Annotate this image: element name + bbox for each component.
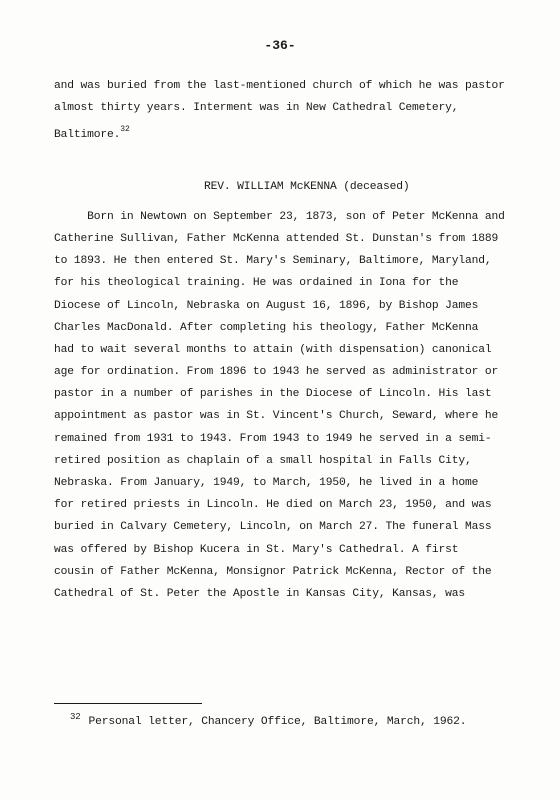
- text-line: Nebraska. From January, 1949, to March, 1950, he lived in a home: [54, 477, 479, 489]
- page-number: -36-: [264, 38, 296, 53]
- text-line: [54, 119, 524, 141]
- text-line: cousin of Father McKenna, Monsignor Patrick McKenna, Rector of the: [54, 565, 492, 578]
- text-line: retired position as chaplain of a small hospital in Falls City,: [54, 454, 472, 467]
- text-line: and was buried from the last-mentioned church of which he was pastor: [54, 80, 505, 92]
- text-line: Diocese of Lincoln, Nebraska on August 16, 1896, by Bishop James: [54, 299, 479, 312]
- text-line: remained from 1931 to 1943. From 1943 to 1949 he served in a semi-: [54, 432, 492, 445]
- text-line: for retired priests in Lincoln. He died on March 23, 1950, and was: [54, 499, 492, 512]
- text-line: to 1893. He then entered St. Mary's Seminary, Baltimore, Maryland,: [54, 255, 492, 268]
- text-fragment: Baltimore.: [54, 129, 121, 142]
- footnote: [70, 712, 466, 728]
- text-line: for his theological training. He was ordained in Iona for the: [54, 277, 459, 290]
- footnote-text: Personal letter, Chancery Office, Baltimore, March, 1962.: [88, 716, 467, 728]
- text-line: Catherine Sullivan, Father McKenna attended St. Dunstan's from 1889: [54, 232, 499, 245]
- footnote-divider: [54, 703, 202, 704]
- section-title: REV. WILLIAM McKENNA (deceased): [204, 180, 410, 193]
- text-line: was offered by Bishop Kucera in St. Mary's Cathedral. A first: [54, 543, 459, 556]
- text-line: Charles MacDonald. After completing his theology, Father McKenna: [54, 321, 479, 334]
- spacer: [54, 142, 524, 176]
- text-line: pastor in a number of parishes in the Diocese of Lincoln. His last: [54, 388, 492, 401]
- text-line: age for ordination. From 1896 to 1943 he served as administrator or: [54, 366, 499, 379]
- text-line: appointment as pastor was in St. Vincent's Church, Seward, where he: [54, 410, 499, 423]
- text-line: had to wait several months to attain (with dispensation) canonical: [54, 343, 492, 356]
- text-line: almost thirty years. Interment was in New Cathedral Cemetery,: [54, 102, 459, 115]
- footnote-number: 32: [70, 712, 81, 722]
- text-line: Cathedral of St. Peter the Apostle in Kansas City, Kansas, was: [54, 587, 466, 600]
- paragraph-spacer: [54, 198, 524, 206]
- text-line: Born in Newtown on September 23, 1873, son of Peter McKenna and: [54, 210, 505, 223]
- text-line: buried in Calvary Cemetery, Lincoln, on March 27. The funeral Mass: [54, 521, 492, 534]
- footnote-reference: 32: [120, 125, 130, 135]
- document-body: [54, 75, 524, 605]
